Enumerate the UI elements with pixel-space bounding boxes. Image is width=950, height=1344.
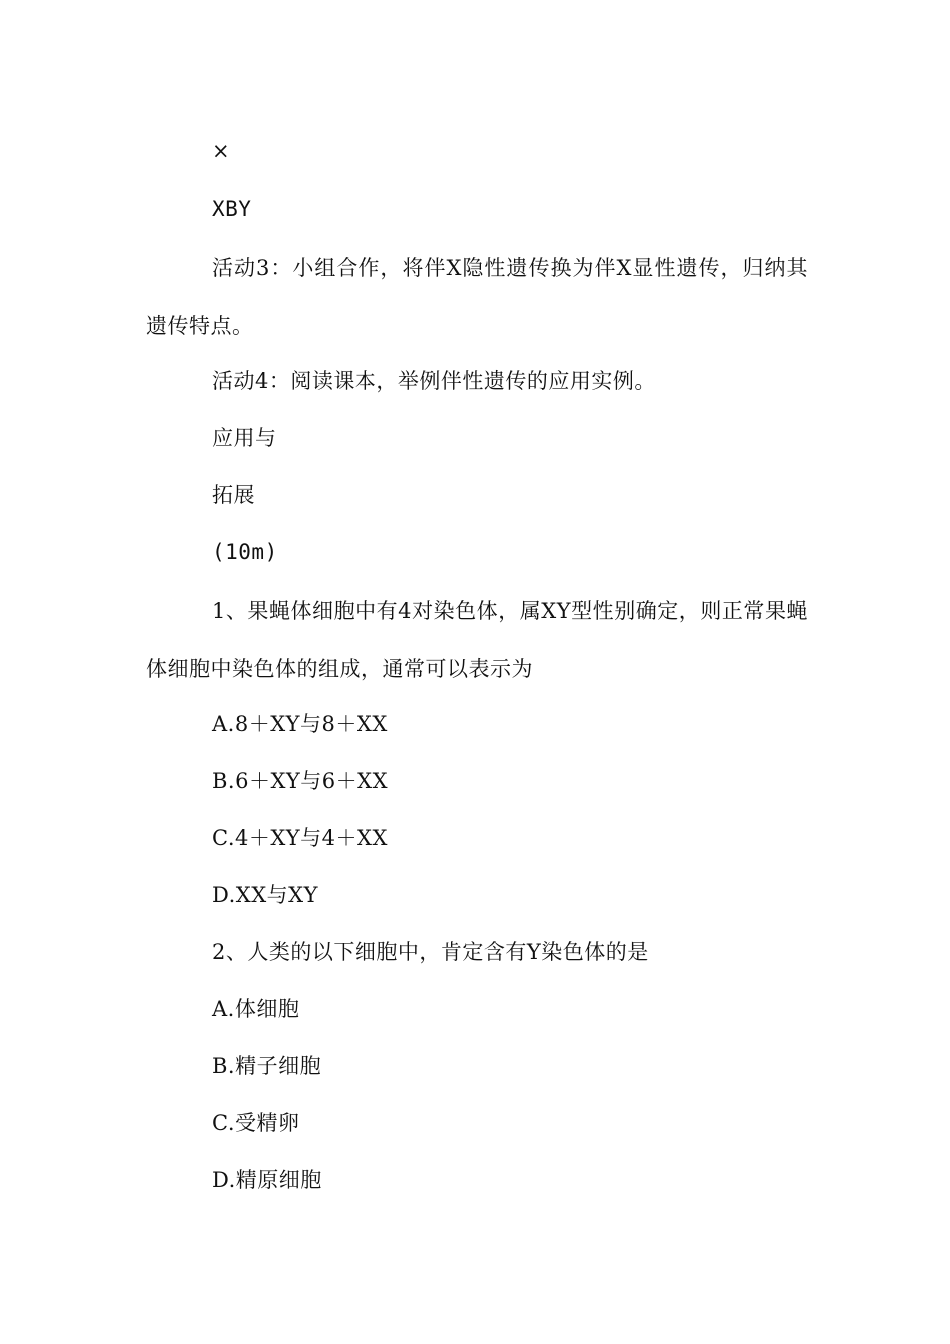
- section-time: (10m): [212, 540, 278, 564]
- activity-4-text: 活动4：阅读课本，举例伴性遗传的应用实例。: [212, 369, 656, 393]
- question-1-option-c: C.4＋XY与4＋XX: [212, 826, 388, 850]
- genotype-xby: XBY: [212, 197, 252, 221]
- question-1-option-b: B.6＋XY与6＋XX: [212, 769, 389, 793]
- question-2-option-d: D.精原细胞: [212, 1168, 322, 1192]
- question-2-option-a: A.体细胞: [212, 997, 300, 1021]
- question-2-option-b: B.精子细胞: [212, 1054, 322, 1078]
- activity-3-text: 活动3：小组合作，将伴X隐性遗传换为伴X显性遗传，归纳其遗传特点。: [146, 256, 808, 338]
- question-1-stem: 1、果蝇体细胞中有4对染色体，属XY型性别确定，则正常果蝇体细胞中染色体的组成，通常可以表示为: [146, 599, 808, 681]
- section-title-line-2: 拓展: [212, 483, 255, 507]
- question-2-stem: 2、人类的以下细胞中，肯定含有Y染色体的是: [212, 940, 649, 964]
- question-1-option-a: A.8＋XY与8＋XX: [212, 712, 388, 736]
- question-1-option-d: D.XX与XY: [212, 883, 318, 907]
- question-2-option-c: C.受精卵: [212, 1111, 300, 1135]
- section-title-line-1: 应用与: [212, 426, 277, 450]
- cross-symbol: ×: [212, 139, 231, 163]
